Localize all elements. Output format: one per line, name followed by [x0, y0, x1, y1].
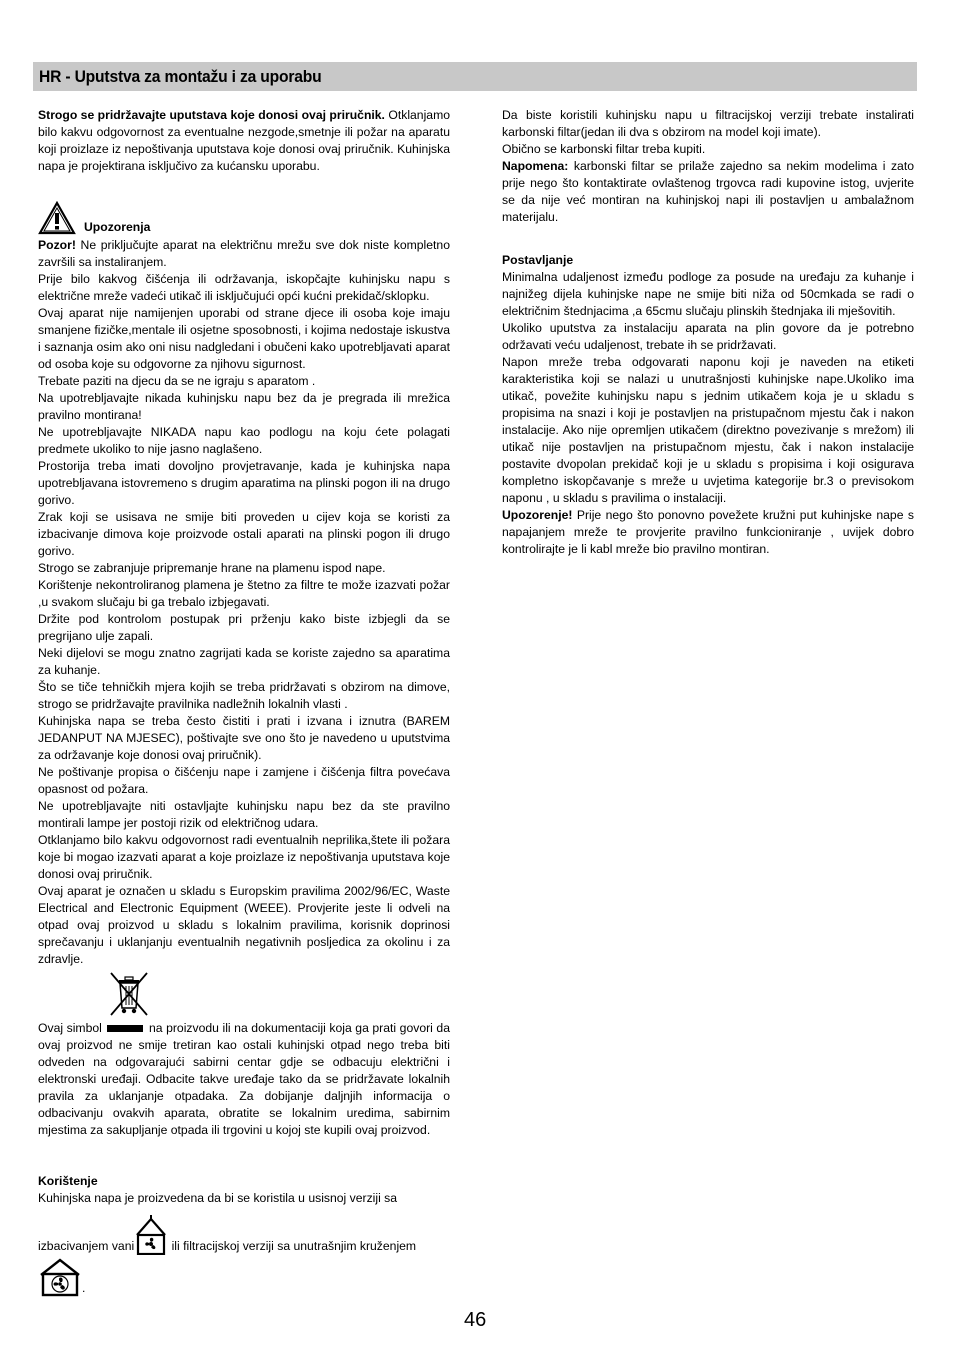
usage-title: Korištenje: [38, 1174, 98, 1188]
black-bar-symbol: [107, 1025, 143, 1032]
warning-paragraph: Ne upotrebljavajte niti ostavljajte kuhinjsku napu bez da ste pravilno montirali lampe jer postoji rizik od električnog udara.: [38, 799, 450, 830]
symbol-text-before: Ovaj simbol: [38, 1021, 102, 1035]
left-column: [38, 107, 450, 1297]
install-title: Postavljanje: [502, 253, 574, 267]
pozor-text: Ne priključujte aparat na električnu mrežu sve dok niste kompletno završili sa instaliranjem.: [38, 238, 450, 269]
crossed-bin-icon: [106, 970, 152, 1018]
warnings-heading: [38, 209, 450, 237]
install-warning: [502, 507, 914, 558]
usage-text-a: izbacivanjem vani: [38, 1239, 135, 1253]
filter-paragraph-2: Obično se karbonski filtar treba kupiti.: [502, 142, 706, 156]
house-fan-exhaust-icon: [134, 1215, 168, 1255]
weee-symbol-row: [38, 968, 450, 1020]
page-number: 46: [464, 1309, 487, 1331]
warning-paragraph: Strogo se zabranjuje pripremanje hrane na plamenu ispod nape.: [38, 561, 386, 575]
pozor-label: Pozor!: [38, 238, 76, 252]
warning-pozor: [38, 237, 450, 271]
intro-paragraph: [38, 107, 450, 175]
intro-bold: Strogo se pridržavajte uputstava koje donosi ovaj priručnik.: [38, 108, 385, 122]
usage-end: .: [82, 1281, 86, 1295]
warning-paragraph: Prostorija treba imati dovoljno provjetravanje, kada je kuhinjska napa upotrebljavana istovremeno s drugim aparatima na plinski pogon ili na drugo gorivo.: [38, 459, 450, 507]
install-paragraph-3: Napon mreže treba odgovarati naponu koji je naveden na etiketi karakteristika koji se nalazi u unutrašnjosti kuhinjske nape.Ukoliko ima utikač, povežite kuhinjsku napu s jednim utikačem koja je u skladu s propisima na snazi i koji je postavljen na pristupačnom mjestu čak i nakon instalacije. Ako nije opremljen utikačem (direktno povezivanje s mrežom) ili utikač nije postavljen na pristupačnom mjestu, čak i nakon instalacije postavite dvopolan prekidač koji je u skladu s propisima i koji osigurava kompletno iskopčavanje s mreže u uvjetima kategorije br.3 o previsokom naponu , u skladu s pravilima o instalaciji.: [502, 355, 914, 505]
section-header: [33, 62, 917, 91]
warning-triangle-icon: [38, 201, 76, 235]
note-paragraph: [502, 158, 914, 226]
usage-heading: [38, 1173, 450, 1190]
warning-paragraph: Ne upotrebljavajte NIKADA napu kao podlogu na koju ćete polagati predmete ukoliko to nije jasno naglašeno.: [38, 425, 450, 456]
filter-paragraph-1: Da biste koristili kuhinjsku napu u filtracijskoj verziji trebate instalirati karbonski filtar(jedan ili dva s obzirom na model koji imate).: [502, 108, 914, 139]
warning-paragraph: Držite pod kontrolom postupak pri prženju kako biste izbjegli da se pregrijano ulje zapali.: [38, 612, 450, 643]
warning-paragraph: Na upotrebljavajte nikada kuhinjsku napu bez da je pregrada ili mrežica pravilno montirana!: [38, 391, 450, 422]
warning-paragraph: Što se tiče tehničkih mjera kojih se treba pridržavati s obzirom na dimove, strogo se pridržavajte pravilnika nadležnih lokalnih vlasti .: [38, 680, 450, 711]
note-text: karbonski filtar se prilaže zajedno sa nekim modelima i zato prije nego što kontaktirate ovlaštenog trgovca radi kupovine istog, uvjerite se da nije već montiran na kuhinjskoj napi ili postavljen u ambalažnom materijalu.: [502, 159, 914, 224]
warning-paragraph: Korištenje nekontroliranog plamena je štetno za filtre te može izazvati požar ,u svakom slučaju bi ga trebalo izbjegavati.: [38, 578, 450, 609]
warning-paragraph: Otklanjamo bilo kakvu odgovornost radi eventualnih neprilika,štete ili požara koje bi mogao izazvati aparat a koje proizlaze iz nepoštivanja uputstava koje donosi ovaj priručnik.: [38, 833, 450, 881]
symbol-paragraph: [38, 1020, 450, 1139]
install-paragraph-2: Ukoliko uputstva za instalaciju aparata na plin govore da je potrebno održavati veću udaljenost, trebate ih se pridržavati.: [502, 321, 914, 352]
usage-paragraph-1: Kuhinjska napa je proizvedena da bi se koristila u usisnoj verziji sa: [38, 1191, 398, 1205]
warning-paragraph: Zrak koji se usisava ne smije biti proveden u cijev koja se koristi za izbacivanje dimova koje proizvode ostali aparati na plinski pogon ili drugo gorivo.: [38, 510, 450, 558]
house-fan-recirculation-icon: [38, 1257, 82, 1297]
upozorenje-text: Prije nego što ponovno povežete kružni put kuhinjske nape s napajanjem mreže te provjerite pravilno funkcioniranje , uvijek dobro kontrolirajte je li kabl mreže bio pravilno montiran.: [502, 508, 914, 556]
warning-paragraph: Trebate paziti na djecu da se ne igraju s aparatom .: [38, 374, 316, 388]
warnings-title: Upozorenja: [84, 220, 151, 234]
page-title: HR - Uputstva za montažu i za uporabu: [39, 67, 322, 86]
upozorenje-label: Upozorenje!: [502, 508, 573, 522]
warning-paragraph: Ne poštivanje propisa o čišćenju nape i zamjene i čišćenja filtra povećava opasnost od požara.: [38, 765, 450, 796]
symbol-text-after: na proizvodu ili na dokumentaciji koja ga prati govori da ovaj proizvod ne smije tretiran kao ostali kuhinjski otpad nego treba biti odveden na odgovarajući sabirni centar gdje se odbacuju električni i elektronski uređaji. Odbacite takve uređaje tako da se pridržavate lokalnih pravila za uklanjanje otpadaka. Za dobijanje daljnjih informacija o odbacivanju ovakvih aparata, obratite se lokalnim uredima, sabirnim mjestima za sakupljanje otpada ili trgovini u kojoj ste kupili ovaj proizvod.: [38, 1021, 450, 1137]
warning-paragraph: Prije bilo kakvog čišćenja ili održavanja, iskopčajte kuhinjsku napu s električne mreže vadeći utikač ili isključujući opći kućni prekidač/sklopku.: [38, 272, 450, 303]
intro-text: Otklanjamo bilo kakvu odgovornost za eventualne nezgode,smetnje ili požar na aparatu koji proizlaze iz nepoštivanja uputstava koje donosi ovaj priručnik. Kuhinjska napa je projektirana isključivo za kućansku uporabu.: [38, 108, 451, 173]
install-paragraph-1: Minimalna udaljenost između podloge za posude na uređaju za kuhanje i najnižeg dijela kuhinjske nape ne smije biti niža od 50cmkada se radi o električnim štednjacima ,a 65cmu slučaju plinskih štednjaka ili mješovitih.: [502, 270, 914, 318]
usage-text-b: ili filtracijskoj verziji sa unutrašnjim kruženjem: [168, 1239, 417, 1253]
right-column: [502, 107, 914, 558]
warning-paragraph: Ovaj aparat nije namijenjen uporabi od strane djece ili osoba koje imaju smanjene fizičke,mentale ili osjetne sposobnosti, i kojima nedostaje iskustva i saznanja osim ako oni nisu nadgledani i obučeni kako upotrebljavati aparat od osoba koje su odgovorne za njihovu sigurnost.: [38, 306, 450, 371]
weee-paragraph: Ovaj aparat je označen u skladu s Europskim pravilima 2002/96/EC, Waste Electrical and Electronic Equipment (WEEE). Provjerite jeste li odveli na otpad ovaj proizvod u skladu s lokalnim pravilima, korisnik doprinosi sprečavanju i uklanjanju eventualnih negativnih posljedica za okolinu i za zdravlje.: [38, 884, 450, 966]
warning-paragraph: Kuhinjska napa se treba često čistiti i prati i izvana i iznutra (BAREM JEDANPUT NA MJESEC), poštivajte sve ono što je navedeno u uputstvima za održavanje koje donosi ovaj priručnik).: [38, 714, 450, 762]
usage-paragraph-3: [38, 1257, 450, 1297]
warning-paragraph: Neki dijelovi se mogu znatno zagrijati kada se koriste zajedno sa aparatima za kuhanje.: [38, 646, 450, 677]
note-label: Napomena:: [502, 159, 569, 173]
install-heading: [502, 252, 914, 269]
usage-paragraph-2: [38, 1215, 450, 1255]
